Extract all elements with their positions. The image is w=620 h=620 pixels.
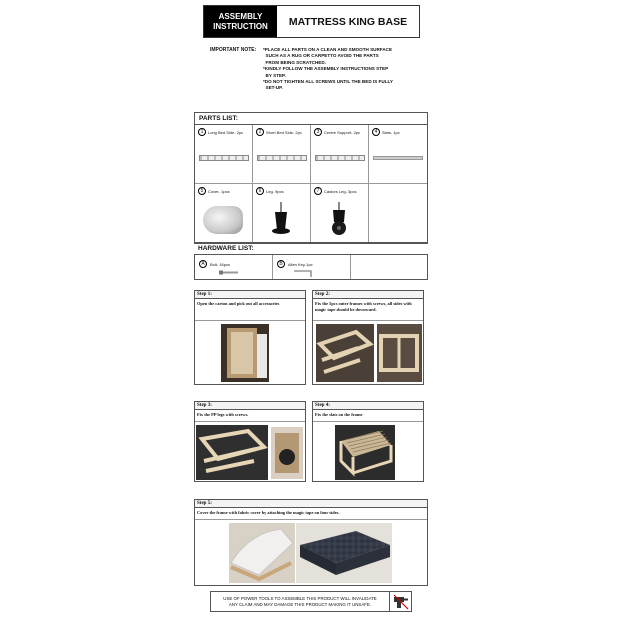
step-title: Step 1:: [195, 291, 305, 299]
step-3-photo-b: [271, 427, 303, 479]
step-4: [312, 401, 424, 482]
parts-list-heading: PARTS LIST:: [195, 113, 427, 125]
hardware-label: Allen Key-1pc: [288, 261, 313, 267]
hardware-empty-cell: [351, 255, 427, 279]
hardware-list-heading: HARDWARE LIST:: [194, 242, 428, 254]
part-short-bed-side: [253, 125, 311, 184]
centre-support-image: [315, 155, 365, 161]
part-number: 6: [256, 187, 264, 195]
note-line: *DO NOT TIGHTEN ALL SCREWS UNTIL THE BED IS FULLY: [263, 79, 393, 85]
part-number: 7: [314, 187, 322, 195]
step-title: Step 5:: [195, 500, 427, 508]
note-line: SET-UP.: [263, 85, 283, 91]
part-label: Short Bed Side- 2pc: [266, 129, 302, 135]
slats-image: [373, 156, 423, 160]
part-label: Centre Support- 2pc: [324, 129, 361, 135]
parts-list: [194, 112, 428, 244]
step-text: Open the carton and pick out all accessories: [195, 299, 305, 321]
step-5-photo-b: [296, 523, 392, 583]
note-line: BY STEP.: [263, 72, 286, 78]
short-rail-image: [257, 155, 307, 161]
step-title: Step 3:: [195, 402, 305, 410]
hardware-label: Bolt- 16pcs: [210, 261, 231, 267]
part-number: 5: [198, 187, 206, 195]
step-4-photo: [335, 425, 395, 480]
important-note-label: IMPORTANT NOTE:: [210, 47, 257, 53]
step-text: Cover the frame with fabric cover by attaching the magic tape on four sides.: [195, 508, 427, 520]
step-text: Fix the PP legs with screws.: [195, 410, 305, 422]
header: [203, 5, 420, 38]
step-text: Fix the slats on the frame: [313, 410, 423, 422]
hardware-letter: B: [277, 260, 285, 268]
step-1: [194, 290, 306, 385]
hardware-list: [194, 242, 428, 280]
note-line: FROM BEING SCRATCHED.: [263, 59, 326, 65]
step-1-photo: [221, 324, 269, 382]
part-number: 3: [314, 128, 322, 136]
part-centre-support: [311, 125, 369, 184]
hardware-allen-key: [273, 255, 351, 279]
step-title: Step 2:: [313, 291, 423, 299]
part-castors-leg: [311, 184, 369, 243]
part-long-bed-side: [195, 125, 253, 184]
step-5-photo-a: [229, 523, 295, 583]
step-2: [312, 290, 424, 385]
warning-line-1: USE OF POWER TOOLS TO ASSEMBLE THIS PRODUCT WILL INVALIDATE: [223, 596, 377, 601]
part-slats: [369, 125, 427, 184]
power-tools-warning: [210, 591, 412, 612]
hardware-bolt: [195, 255, 273, 279]
step-title: Step 4:: [313, 402, 423, 410]
step-2-photo-a: [316, 324, 374, 382]
assembly-instruction-badge: [204, 6, 277, 37]
cover-image: [203, 206, 243, 234]
part-label: Leg- 9pcs: [266, 188, 284, 194]
note-line: *PLACE ALL PARTS ON A CLEAN AND SMOOTH SURFACE: [263, 47, 393, 52]
badge-line-2: INSTRUCTION: [213, 22, 268, 31]
part-label: Slats- 1pc: [382, 129, 400, 135]
step-text: Fix the 5pcs outer frames with screws, all sides with magic tape should be downward.: [313, 299, 423, 321]
step-3: [194, 401, 306, 482]
part-label: Castors Leg- 3pcs: [324, 188, 357, 194]
part-cover: [195, 184, 253, 243]
long-rail-image: [199, 155, 249, 161]
leg-image: [269, 202, 293, 236]
part-number: 1: [198, 128, 206, 136]
important-note-text: [263, 47, 423, 92]
parts-grid: [195, 125, 427, 243]
drill-icon: [393, 594, 409, 610]
castor-leg-image: [327, 202, 351, 236]
allen-key-icon: [293, 270, 313, 278]
part-empty-cell: [369, 184, 427, 243]
part-number: 4: [372, 128, 380, 136]
bolt-icon: [219, 270, 239, 275]
step-5: [194, 499, 428, 586]
part-label: Long Bed Side- 2pc: [208, 129, 244, 135]
part-leg: [253, 184, 311, 243]
part-label: Cover- 1pcs: [208, 188, 230, 194]
no-power-drill-icon: [389, 592, 411, 611]
step-2-photo-b: [377, 324, 422, 382]
document-title: MATTRESS KING BASE: [288, 15, 408, 28]
badge-line-1: ASSEMBLY: [218, 12, 263, 21]
step-3-photo-a: [196, 425, 268, 480]
hardware-letter: A: [199, 260, 207, 268]
note-line: SUCH AS A RUG OR CARPETTO AVOID THE PARTS: [263, 53, 379, 59]
warning-line-2: ANY CLAIM AND MAY DAMAGE THIS PRODUCT MAKING IT UNSAFE.: [228, 602, 372, 607]
instruction-sheet: [194, 0, 428, 620]
note-line: *KINDLY FOLLOW THE ASSEMBLY INSTRUCTIONS STEP: [263, 66, 389, 72]
part-number: 2: [256, 128, 264, 136]
